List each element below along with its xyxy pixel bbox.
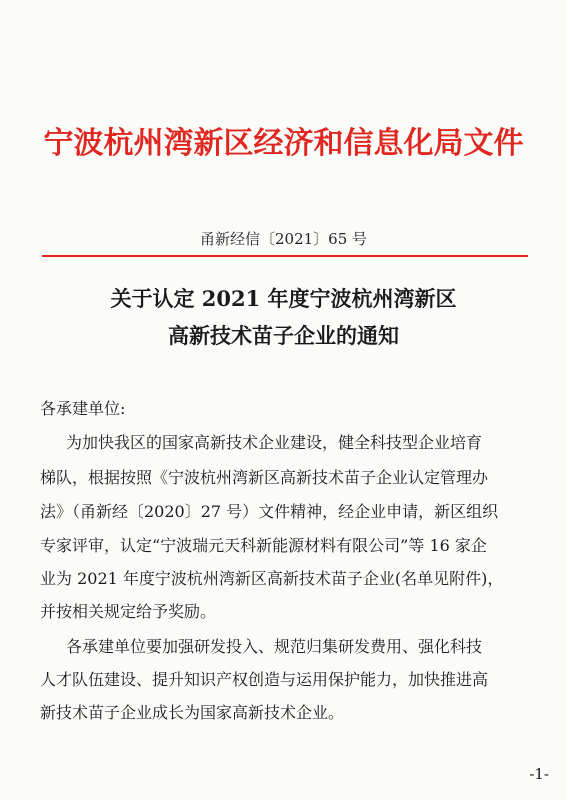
- body-paragraph-line: 新技术苗子企业成长为国家高新技术企业。: [40, 703, 345, 722]
- body-paragraph-line: 法》（甬新经〔2020〕27 号）文件精神，经企业申请，新区组织: [40, 502, 499, 521]
- issuer-header-title: 宁波杭州湾新区经济和信息化局文件: [43, 126, 524, 161]
- body-paragraph-line: 各承建单位要加强研发投入、规范归集研发费用、强化科技: [66, 637, 483, 656]
- notice-title-line-1: 关于认定 2021 年度宁波杭州湾新区: [110, 286, 457, 311]
- body-paragraph-line: 业为 2021 年度宁波杭州湾新区高新技术苗子企业(名单见附件)，: [40, 569, 504, 588]
- salutation: 各承建单位:: [40, 399, 126, 418]
- body-paragraph-line: 梯队，根据按照《宁波杭州湾新区高新技术苗子企业认定管理办: [40, 468, 489, 487]
- page-number: -1-: [529, 765, 549, 783]
- body-paragraph-line: 并按相关规定给予奖励。: [40, 602, 217, 621]
- document-number: 甬新经信〔2021〕65 号: [199, 230, 368, 248]
- red-separator-line: [42, 255, 528, 257]
- body-paragraph-line: 为加快我区的国家高新技术企业建设，健全科技型企业培育: [66, 433, 483, 452]
- notice-title-line-2: 高新技术苗子企业的通知: [168, 323, 399, 348]
- body-paragraph-line: 专家评审，认定“宁波瑞元天科新能源材料有限公司”等 16 家企: [40, 536, 487, 555]
- body-paragraph-line: 人才队伍建设、提升知识产权创造与运用保护能力，加快推进高: [40, 670, 489, 689]
